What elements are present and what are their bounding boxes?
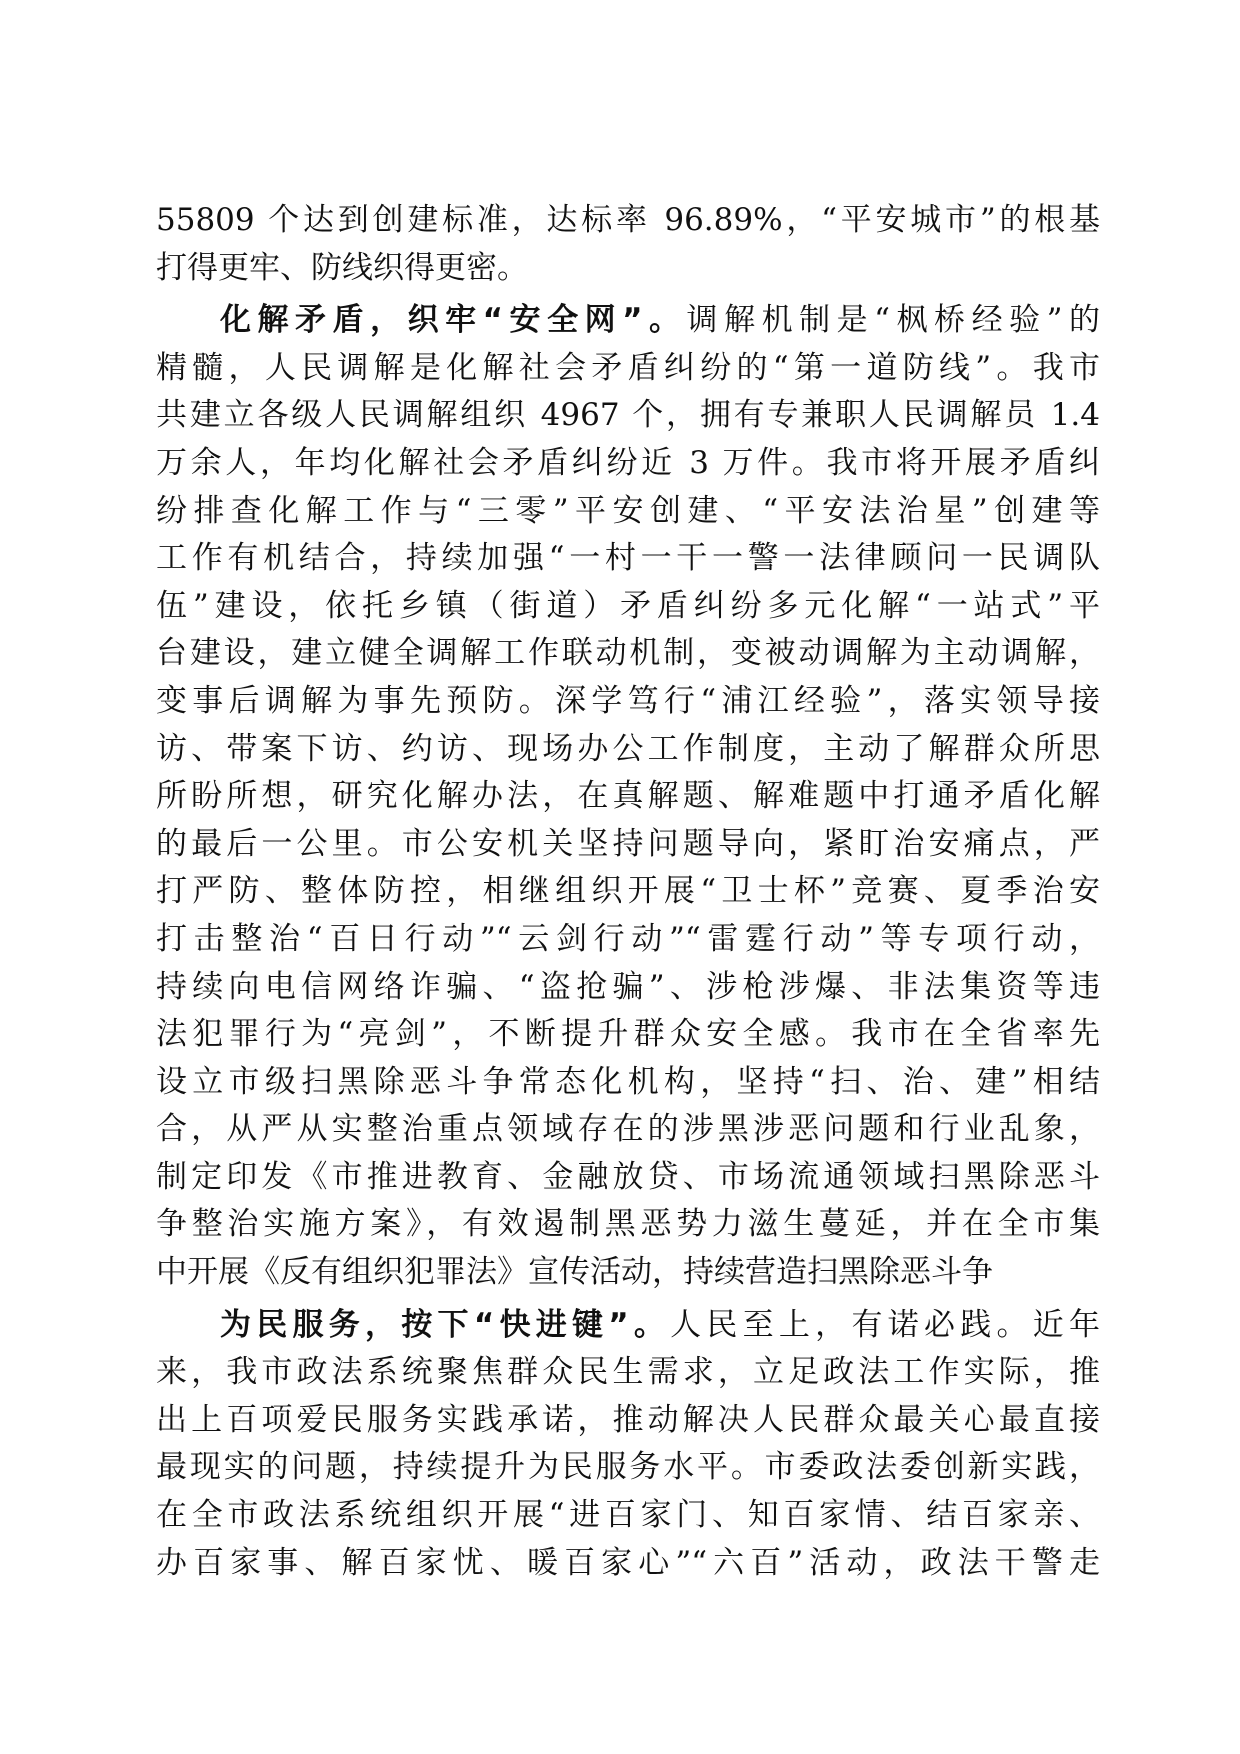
text-line: 在全市政法系统组织开展“进百家门、知百家情、结百家亲、 — [156, 1497, 1100, 1534]
text-line: 打得更牢、防线织得更密。 — [156, 249, 528, 286]
text-line: 万余人，年均化解社会矛盾纠纷近 3 万件。我市将开展矛盾纠 — [156, 444, 1100, 481]
text-line: 办百家事、解百家忧、暖百家心”“六百”活动，政法干警走 — [156, 1544, 1100, 1581]
text-line: 持续向电信网络诈骗、“盗抢骗”、涉枪涉爆、非法集资等违 — [156, 968, 1100, 1005]
text-line: 变事后调解为事先预防。深学笃行“浦江经验”，落实领导接 — [156, 682, 1100, 719]
text-line: 伍”建设，依托乡镇（街道）矛盾纠纷多元化解“一站式”平 — [156, 587, 1100, 624]
text-line: 制定印发《市推进教育、金融放贷、市场流通领域扫黑除恶斗 — [156, 1158, 1100, 1195]
text-line: 中开展《反有组织犯罪法》宣传活动，持续营造扫黑除恶斗争 — [156, 1254, 993, 1291]
text-line: 法犯罪行为“亮剑”，不断提升群众安全感。我市在全省率先 — [156, 1016, 1100, 1053]
text-line: 争整治实施方案》，有效遏制黑恶势力滋生蔓延，并在全市集 — [156, 1206, 1100, 1243]
text-line: 精髓，人民调解是化解社会矛盾纠纷的“第一道防线”。我市 — [156, 349, 1100, 386]
text-line: 纷排查化解工作与“三零”平安创建、“平安法治星”创建等 — [156, 492, 1100, 529]
text-line: 设立市级扫黑除恶斗争常态化机构，坚持“扫、治、建”相结 — [156, 1063, 1100, 1100]
body-text — [156, 197, 1100, 1587]
text-line: 的最后一公里。市公安机关坚持问题导向，紧盯治安痛点，严 — [156, 825, 1100, 862]
paragraph-lead-heading: 为民服务，按下“快进键”。 — [220, 1306, 671, 1343]
text-line: 出上百项爱民服务实践承诺，推动解决人民群众最关心最直接 — [156, 1401, 1100, 1438]
text-segment: 调解机制是“枫桥经验”的 — [686, 302, 1100, 339]
text-line: 来，我市政法系统聚焦群众民生需求，立足政法工作实际，推 — [156, 1354, 1100, 1391]
text-line: 所盼所想，研究化解办法，在真解题、解难题中打通矛盾化解 — [156, 778, 1100, 815]
text-line: 55809 个达到创建标准，达标率 96.89%，“平安城市”的根基 — [156, 202, 1100, 238]
text-line: 最现实的问题，持续提升为民服务水平。市委政法委创新实践， — [156, 1449, 1100, 1486]
paragraph-first-line — [156, 297, 1100, 345]
paragraph-first-line — [156, 1302, 1100, 1350]
text-line: 打击整治“百日行动”“云剑行动”“雷霆行动”等专项行动， — [156, 920, 1100, 957]
paragraph-lead-heading: 化解矛盾，织牢“安全网”。 — [220, 302, 687, 339]
text-line: 访、带案下访、约访、现场办公工作制度，主动了解群众所思 — [156, 730, 1100, 767]
text-segment: 人民至上，有诺必践。近年 — [670, 1306, 1100, 1343]
text-line: 台建设，建立健全调解工作联动机制，变被动调解为主动调解， — [156, 635, 1100, 672]
text-line: 合，从严从实整治重点领域存在的涉黑涉恶问题和行业乱象， — [156, 1111, 1100, 1148]
text-line: 打严防、整体防控，相继组织开展“卫士杯”竞赛、夏季治安 — [156, 873, 1100, 910]
text-line: 共建立各级人民调解组织 4967 个，拥有专兼职人民调解员 1.4 — [156, 397, 1100, 434]
text-line: 工作有机结合，持续加强“一村一干一警一法律顾问一民调队 — [156, 540, 1100, 577]
